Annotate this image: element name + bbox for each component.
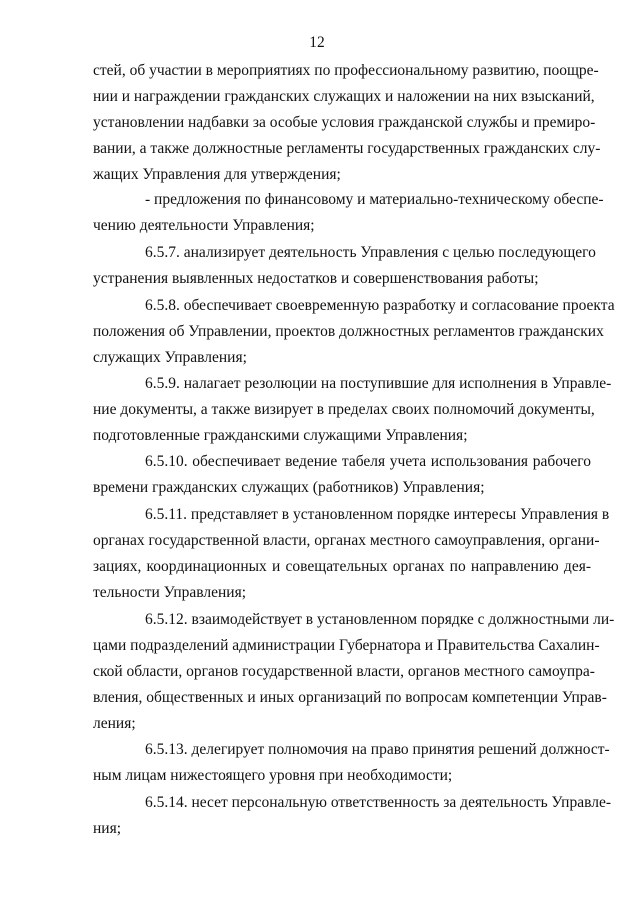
text-line: времени гражданских служащих (работников) Управления;	[93, 479, 485, 496]
text-line: вления, общественных и иных организаций по вопросам компетенции Управ-	[93, 689, 607, 706]
text-line: подготовленные гражданскими служащими Управления;	[93, 427, 468, 444]
text-line: 6.5.8. обеспечивает своевременную разработку и согласование проекта	[145, 297, 615, 314]
text-line: стей, об участии в мероприятиях по профессиональному развитию, поощре-	[93, 62, 599, 79]
text-line: жащих Управления для утверждения;	[93, 166, 341, 183]
text-line: органах государственной власти, органах местного самоуправления, органи-	[93, 532, 600, 549]
text-line: чению деятельности Управления;	[93, 217, 315, 234]
text-line: - предложения по финансовому и материально-техническому обеспе-	[145, 191, 604, 208]
text-line: устранения выявленных недостатков и совершенствования работы;	[93, 270, 539, 287]
text-line: 6.5.7. анализирует деятельность Управления с целью последующего	[145, 244, 596, 261]
text-line: 6.5.10. обеспечивает ведение табеля учета использования рабочего	[145, 453, 591, 470]
text-line: нии и награждении гражданских служащих и наложении на них взысканий,	[93, 88, 595, 105]
page-number: 12	[309, 34, 325, 51]
text-line: 6.5.11. представляет в установленном порядке интересы Управления в	[145, 506, 610, 523]
text-line: 6.5.14. несет персональную ответственность за деятельность Управле-	[145, 794, 611, 811]
text-line: положения об Управлении, проектов должностных регламентов гражданских	[93, 323, 604, 340]
text-line: вании, а также должностные регламенты государственных гражданских слу-	[93, 140, 601, 157]
text-line: тельности Управления;	[93, 584, 247, 601]
text-line: ния;	[93, 820, 122, 837]
text-line: ние документы, а также визирует в пределах своих полномочий документы,	[93, 401, 595, 418]
text-line: ления;	[93, 715, 136, 732]
text-line: 6.5.13. делегирует полномочия на право принятия решений должност-	[145, 741, 610, 758]
text-line: ным лицам нижестоящего уровня при необходимости;	[93, 767, 453, 784]
text-line: зациях, координационных и совещательных органах по направлению дея-	[93, 558, 591, 575]
text-line: 6.5.9. налагает резолюции на поступившие для исполнения в Управле-	[145, 375, 612, 392]
text-line: ской области, органов государственной власти, органов местного самоупра-	[93, 663, 595, 680]
text-line: цами подразделений администрации Губернатора и Правительства Сахалин-	[93, 637, 600, 654]
text-line: служащих Управления;	[93, 349, 247, 366]
text-line: установлении надбавки за особые условия гражданской службы и премиро-	[93, 114, 596, 131]
text-line: 6.5.12. взаимодействует в установленном порядке с должностными ли-	[145, 611, 615, 628]
